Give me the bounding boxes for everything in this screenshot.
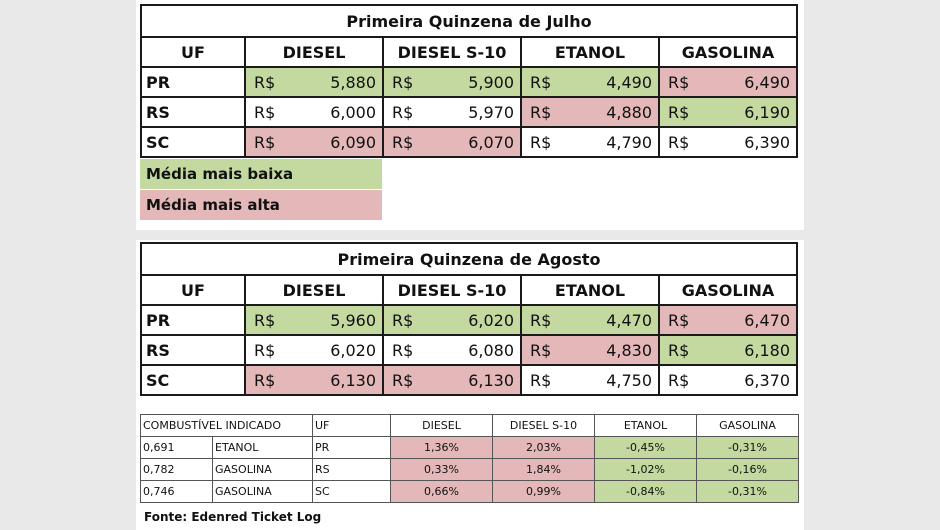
variation-cell: -0,84% (595, 481, 697, 503)
price-value: 6,180 (744, 340, 791, 360)
price-cell (659, 127, 797, 157)
header-etanol: ETANOL (521, 37, 659, 67)
price-value: 6,390 (744, 132, 791, 152)
uf-cell: RS (313, 459, 391, 481)
legend-lowest-average: Média mais baixa (140, 159, 382, 189)
currency-label: R$ (668, 72, 690, 92)
price-value: 6,130 (330, 370, 376, 390)
header-uf: UF (313, 415, 391, 437)
currency-label: R$ (668, 102, 690, 122)
august-panel (136, 240, 804, 530)
price-cell (383, 127, 521, 157)
fuel-cell: ETANOL (213, 437, 313, 459)
currency-label: R$ (392, 340, 414, 360)
august-table-title: Primeira Quinzena de Agosto (141, 243, 797, 275)
july-panel (136, 0, 804, 230)
currency-label: R$ (254, 132, 276, 152)
currency-label: R$ (392, 310, 414, 330)
currency-label: R$ (392, 72, 414, 92)
header-combustivel-indicado: COMBUSTÍVEL INDICADO (141, 415, 313, 437)
table-row (141, 305, 797, 335)
variation-cell: 0,33% (391, 459, 493, 481)
variation-cell: -0,31% (697, 481, 799, 503)
price-value: 4,750 (606, 370, 652, 390)
price-cell (383, 335, 521, 365)
variation-cell: -1,02% (595, 459, 697, 481)
header-diesel: DIESEL (245, 275, 383, 305)
july-table-title: Primeira Quinzena de Julho (141, 5, 797, 37)
currency-label: R$ (392, 370, 414, 390)
table-row (141, 127, 797, 157)
currency-label: R$ (530, 102, 552, 122)
price-cell (245, 127, 383, 157)
fuel-cell: GASOLINA (213, 481, 313, 503)
ratio-cell: 0,782 (141, 459, 213, 481)
price-value: 4,880 (606, 102, 652, 122)
currency-label: R$ (254, 310, 276, 330)
variation-cell: -0,31% (697, 437, 799, 459)
july-price-table (140, 4, 798, 158)
currency-label: R$ (392, 102, 414, 122)
price-cell (521, 335, 659, 365)
july-header-row (141, 37, 797, 67)
price-value: 6,070 (468, 132, 514, 152)
table-row (141, 97, 797, 127)
august-header-row (141, 275, 797, 305)
header-diesel: DIESEL (245, 37, 383, 67)
table-row (141, 335, 797, 365)
header-gasolina: GASOLINA (659, 37, 797, 67)
table-row (141, 67, 797, 97)
uf-cell: PR (141, 305, 245, 335)
currency-label: R$ (668, 310, 690, 330)
uf-cell: SC (141, 127, 245, 157)
table-row (141, 459, 799, 481)
variation-cell: -0,45% (595, 437, 697, 459)
price-value: 6,090 (330, 132, 376, 152)
ratio-cell: 0,746 (141, 481, 213, 503)
price-value: 6,080 (468, 340, 514, 360)
variation-cell: 0,99% (493, 481, 595, 503)
variation-cell: 1,36% (391, 437, 493, 459)
currency-label: R$ (668, 340, 690, 360)
uf-cell: SC (141, 365, 245, 395)
header-gasolina: GASOLINA (697, 415, 799, 437)
price-cell (521, 305, 659, 335)
price-cell (521, 97, 659, 127)
price-cell (659, 97, 797, 127)
price-value: 5,960 (330, 310, 376, 330)
currency-label: R$ (254, 370, 276, 390)
variation-table (140, 414, 799, 503)
price-cell (383, 305, 521, 335)
uf-cell: SC (313, 481, 391, 503)
variation-cell: 1,84% (493, 459, 595, 481)
price-value: 4,470 (606, 310, 652, 330)
currency-label: R$ (392, 132, 414, 152)
price-value: 6,020 (330, 340, 376, 360)
header-uf: UF (141, 37, 245, 67)
currency-label: R$ (530, 310, 552, 330)
price-value: 4,790 (606, 132, 652, 152)
header-diesel-s10: DIESEL S-10 (383, 275, 521, 305)
uf-cell: RS (141, 97, 245, 127)
currency-label: R$ (668, 132, 690, 152)
price-value: 5,880 (330, 72, 376, 92)
price-cell (521, 127, 659, 157)
currency-label: R$ (254, 102, 276, 122)
price-value: 4,830 (606, 340, 652, 360)
uf-cell: PR (313, 437, 391, 459)
price-value: 6,490 (744, 72, 791, 92)
currency-label: R$ (254, 72, 276, 92)
price-value: 5,900 (468, 72, 514, 92)
currency-label: R$ (530, 370, 552, 390)
price-value: 6,130 (468, 370, 514, 390)
price-value: 6,020 (468, 310, 514, 330)
price-cell (383, 67, 521, 97)
table-row (141, 481, 799, 503)
variation-header-row (141, 415, 799, 437)
header-uf: UF (141, 275, 245, 305)
price-cell (383, 97, 521, 127)
currency-label: R$ (668, 370, 690, 390)
currency-label: R$ (254, 340, 276, 360)
header-diesel: DIESEL (391, 415, 493, 437)
header-etanol: ETANOL (521, 275, 659, 305)
price-value: 5,970 (468, 102, 514, 122)
price-value: 4,490 (606, 72, 652, 92)
price-value: 6,190 (744, 102, 791, 122)
uf-cell: RS (141, 335, 245, 365)
price-cell (383, 365, 521, 395)
fuel-cell: GASOLINA (213, 459, 313, 481)
price-cell (245, 305, 383, 335)
header-gasolina: GASOLINA (659, 275, 797, 305)
price-cell (521, 67, 659, 97)
price-cell (659, 335, 797, 365)
table-row (141, 365, 797, 395)
uf-cell: PR (141, 67, 245, 97)
price-value: 6,470 (744, 310, 791, 330)
currency-label: R$ (530, 72, 552, 92)
table-row (141, 437, 799, 459)
currency-label: R$ (530, 340, 552, 360)
price-cell (245, 365, 383, 395)
header-etanol: ETANOL (595, 415, 697, 437)
price-cell (245, 97, 383, 127)
price-cell (245, 335, 383, 365)
legend-highest-average: Média mais alta (140, 190, 382, 220)
price-cell (521, 365, 659, 395)
price-cell (659, 305, 797, 335)
august-price-table (140, 242, 798, 396)
header-diesel-s10: DIESEL S-10 (383, 37, 521, 67)
currency-label: R$ (530, 132, 552, 152)
price-value: 6,000 (330, 102, 376, 122)
header-diesel-s10: DIESEL S-10 (493, 415, 595, 437)
price-cell (659, 365, 797, 395)
source-note: Fonte: Edenred Ticket Log (144, 510, 322, 524)
variation-cell: 0,66% (391, 481, 493, 503)
price-cell (245, 67, 383, 97)
variation-cell: 2,03% (493, 437, 595, 459)
price-value: 6,370 (744, 370, 791, 390)
price-cell (659, 67, 797, 97)
ratio-cell: 0,691 (141, 437, 213, 459)
variation-cell: -0,16% (697, 459, 799, 481)
